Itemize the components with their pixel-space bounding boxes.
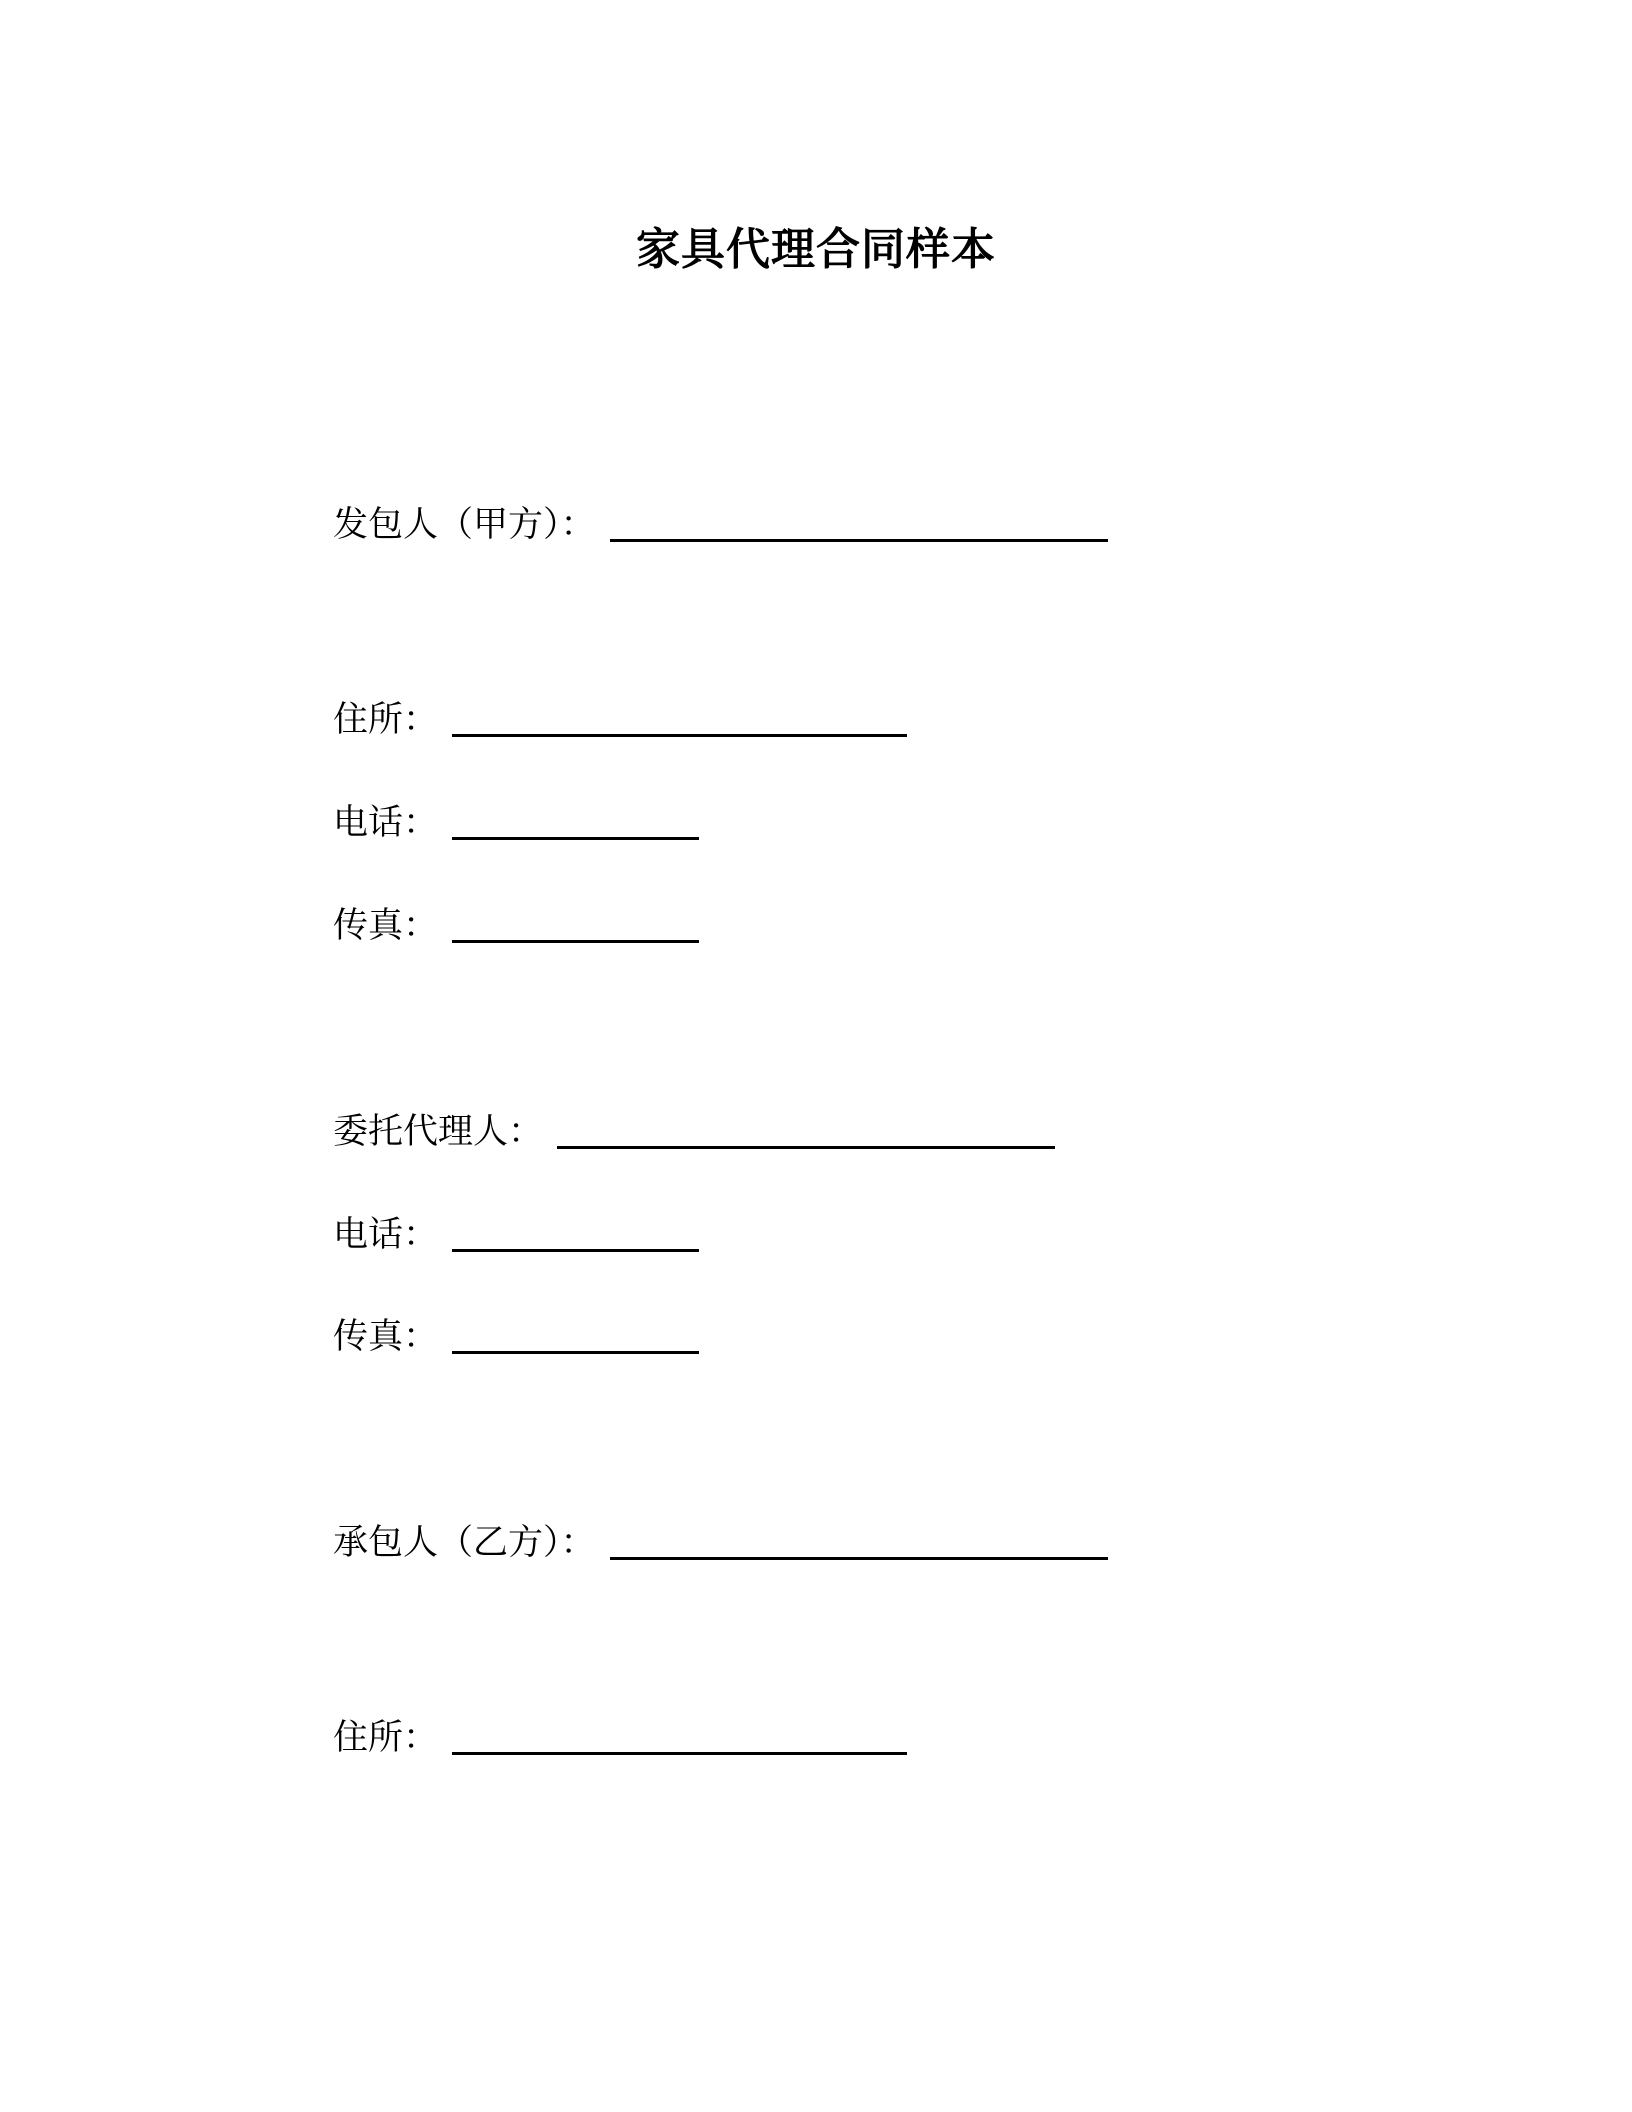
party-b-address-label: 住所： <box>333 1718 439 1758</box>
party-b-blank[interactable] <box>610 1557 1108 1560</box>
party-a-phone-field <box>333 798 699 848</box>
agent-phone-blank[interactable] <box>452 1249 699 1252</box>
agent-fax-blank[interactable] <box>452 1351 699 1354</box>
agent-blank[interactable] <box>557 1146 1055 1149</box>
party-a-blank[interactable] <box>610 539 1108 542</box>
party-b-address-blank[interactable] <box>452 1752 907 1755</box>
party-a-phone-label: 电话： <box>333 803 439 843</box>
agent-field <box>333 1107 1055 1157</box>
agent-fax-label: 传真： <box>333 1317 439 1357</box>
party-a-address-blank[interactable] <box>452 734 907 737</box>
party-b-label: 承包人（乙方）： <box>333 1523 596 1563</box>
agent-fax-field <box>333 1312 699 1362</box>
agent-phone-field <box>333 1210 699 1260</box>
party-b-address-field <box>333 1713 907 1763</box>
party-a-field <box>333 500 1108 550</box>
agent-label: 委托代理人： <box>333 1112 544 1152</box>
party-a-fax-blank[interactable] <box>452 940 699 943</box>
party-a-label: 发包人（甲方）： <box>333 505 596 545</box>
agent-phone-label: 电话： <box>333 1215 439 1255</box>
party-a-address-label: 住所： <box>333 700 439 740</box>
party-a-fax-label: 传真： <box>333 906 439 946</box>
page-title: 家具代理合同样本 <box>636 224 996 275</box>
party-a-fax-field <box>333 901 699 951</box>
party-a-address-field <box>333 695 907 745</box>
party-b-field <box>333 1518 1108 1568</box>
party-a-phone-blank[interactable] <box>452 837 699 840</box>
